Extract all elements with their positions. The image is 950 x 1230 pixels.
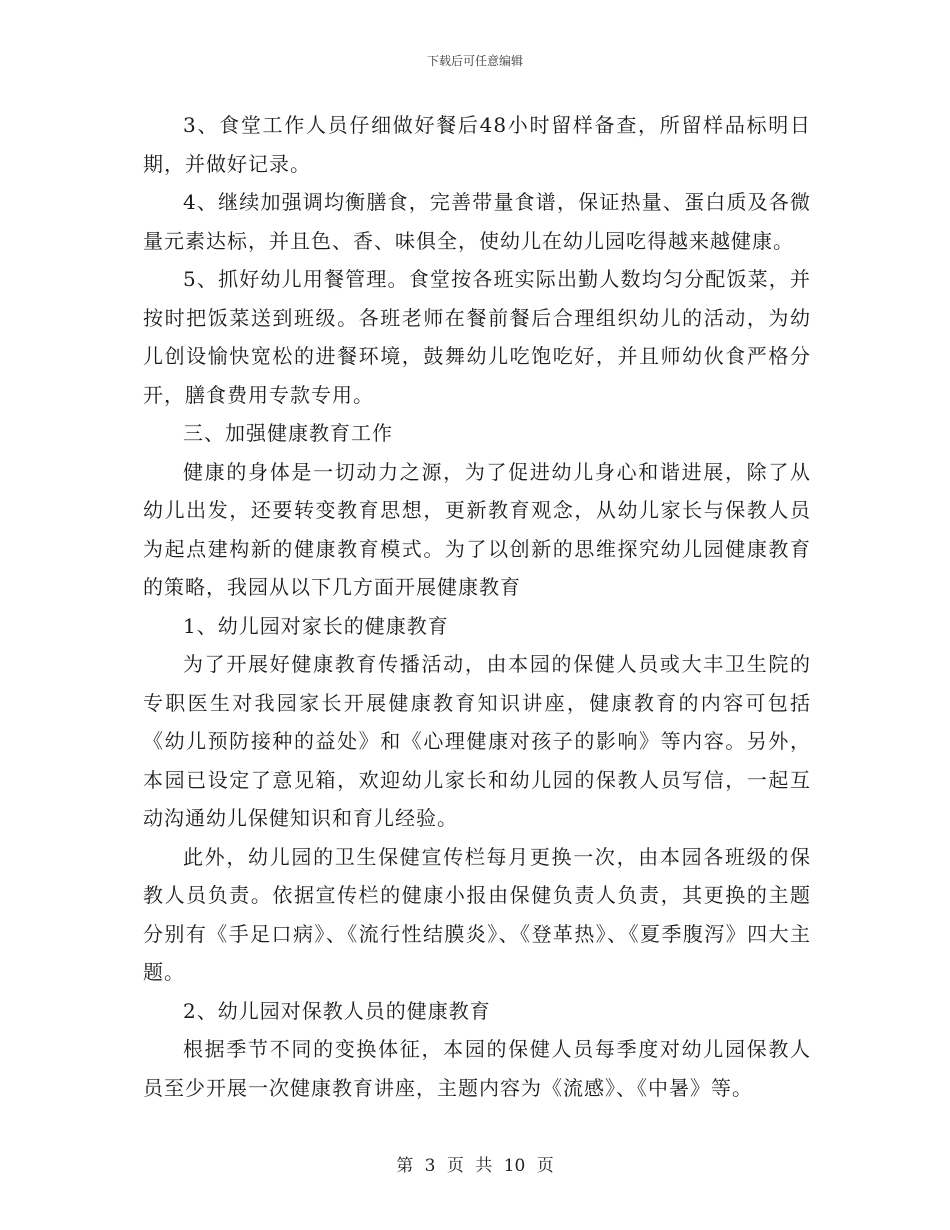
paragraph-bulletin-board: 此外，幼儿园的卫生保健宣传栏每月更换一次，由本园各班级的保教人员负责。依据宣传栏的健康小报由保健负责人负责，其更换的主题分别有《手足口病》、《流行性结膜炎》、《登革热》、《夏季腹泻》四大主题。 <box>143 844 811 984</box>
paragraph-health-intro: 健康的身体是一切动力之源，为了促进幼儿身心和谐进展，除了从幼儿出发，还要转变教育思想，更新教育观念，从幼儿家长与保教人员为起点建构新的健康教育模式。为了以创新的思维探究幼儿园健康教育的策略，我园从以下几方面开展健康教育 <box>143 459 811 599</box>
subheading-staff-education: 2、幼儿园对保教人员的健康教育 <box>183 998 491 1023</box>
paragraph-parent-lectures: 为了开展好健康教育传播活动，由本园的保健人员或大丰卫生院的专职医生对我园家长开展健康教育知识讲座，健康教育的内容可包括《幼儿预防接种的益处》和《心理健康对孩子的影响》等内容。另外，本园已设定了意见箱，欢迎幼儿家长和幼儿园的保教人员写信，一起互动沟通幼儿保健知识和育儿经验。 <box>143 652 811 830</box>
paragraph-meal-management: 5、抓好幼儿用餐管理。食堂按各班实际出勤人数均匀分配饭菜，并按时把饭菜送到班级。各班老师在餐前餐后合理组织幼儿的活动，为幼儿创设愉快宽松的进餐环境，鼓舞幼儿吃饱吃好，并且师幼伙食严格分开，膳食费用专款专用。 <box>143 267 811 407</box>
page-number-footer: 第 3 页 共 10 页 <box>396 1156 554 1176</box>
paragraph-staff-lectures: 根据季节不同的变换体征，本园的保健人员每季度对幼儿园保教人员至少开展一次健康教育讲座，主题内容为《流感》、《中暑》等。 <box>143 1037 811 1100</box>
paragraph-balanced-diet: 4、继续加强调均衡膳食，完善带量食谱，保证热量、蛋白质及各微量元素达标，并且色、香、味俱全，使幼儿在幼儿园吃得越来越健康。 <box>143 190 811 253</box>
page-header: 下载后可任意编辑 <box>426 54 523 68</box>
section-heading-health-education: 三、加强健康教育工作 <box>183 421 393 445</box>
document-body <box>143 106 811 1107</box>
subheading-parent-education: 1、幼儿园对家长的健康教育 <box>183 613 449 638</box>
paragraph-canteen-samples: 3、食堂工作人员仔细做好餐后48小时留样备查，所留样品标明日期，并做好记录。 <box>143 113 811 176</box>
